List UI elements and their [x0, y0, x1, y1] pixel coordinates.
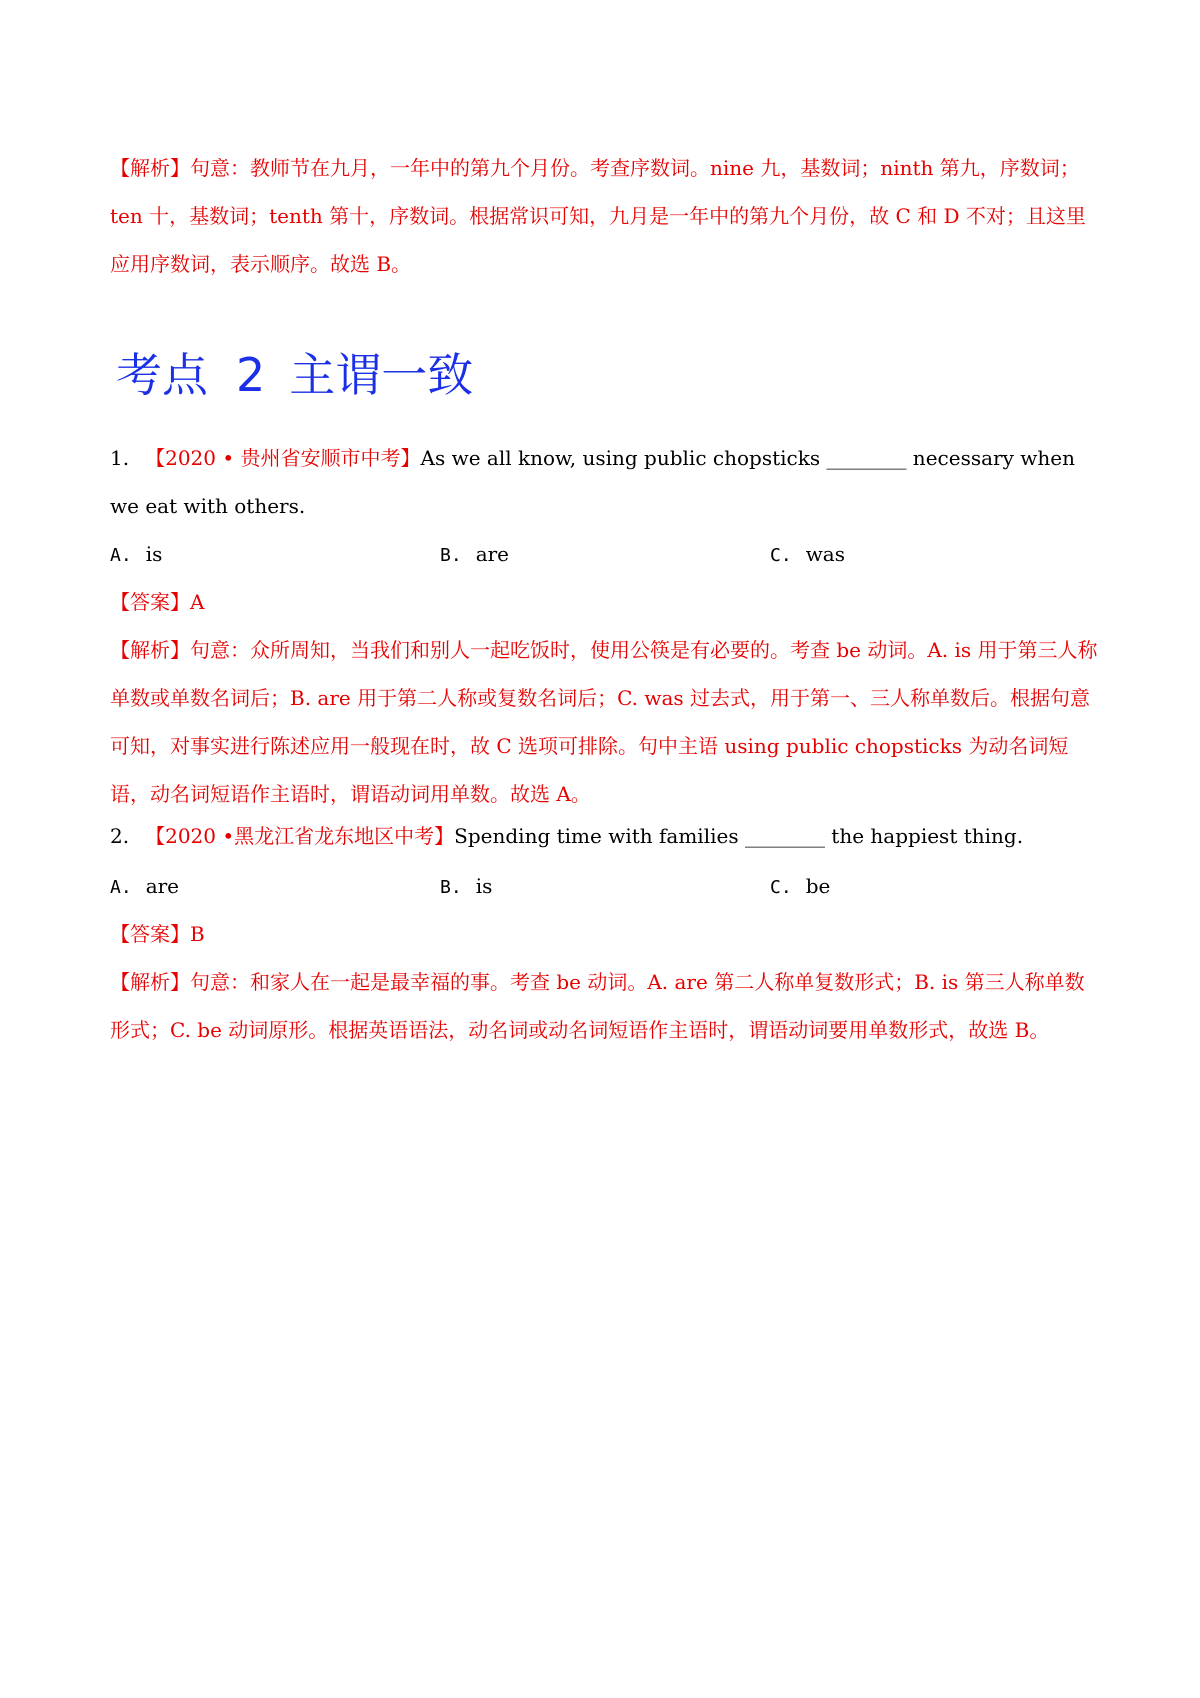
option-letter: A. [110, 877, 132, 898]
question-2-option-b [440, 862, 492, 912]
answer-label: 【答案】 [110, 922, 190, 946]
question-2-answer [110, 910, 205, 958]
question-2-text: Spending time with families ________ the happiest thing. [454, 824, 1024, 848]
question-2-analysis [110, 958, 1100, 1054]
question-1-source: 【2020 • 贵州省安顺市中考】 [145, 446, 421, 470]
option-text: is [145, 542, 163, 566]
question-2-number: 2. [110, 824, 130, 848]
question-2-source: 【2020 •黑龙江省龙东地区中考】 [145, 824, 455, 848]
analysis-text: 句意：众所周知，当我们和别人一起吃饭时，使用公筷是有必要的。考查 be 动词。A. is 用于第三人称单数或单数名词后；B. are 用于第二人称或复数名词后；C. was 过去式，用于第一、三人称单数后。根据句意可知，对事实进行陈述应用一般现在时，故 C 选项可排除。句中主语 using public chopsticks 为动名词短语，动名词短语作主语时，谓语动词用单数。故选 A。 [110, 638, 1098, 806]
question-1-stem [110, 434, 1100, 530]
option-letter: C. [770, 877, 792, 898]
option-text: are [475, 542, 510, 566]
question-1-option-b [440, 530, 509, 580]
answer-value: A [190, 590, 205, 614]
section-number: 2 [236, 348, 266, 402]
option-letter: C. [770, 545, 792, 566]
answer-value: B [190, 922, 205, 946]
question-2-option-c [770, 862, 830, 912]
section-title [116, 345, 473, 405]
question-1-option-a [110, 530, 162, 580]
option-text: was [805, 542, 845, 566]
question-1-text: As we all know, using public chopsticks ________ necessary when we eat with others. [110, 446, 1075, 518]
question-2-stem [110, 812, 1100, 860]
prev-analysis-text: 句意：教师节在九月，一年中的第九个月份。考查序数词。nine 九，基数词；ninth 第九，序数词；ten 十，基数词；tenth 第十，序数词。根据常识可知，九月是一年中的第九个月份，故 C 和 D 不对；且这里应用序数词，表示顺序。故选 B。 [110, 156, 1086, 276]
question-1-number: 1. [110, 446, 130, 470]
option-text: be [805, 874, 831, 898]
question-1-analysis [110, 626, 1100, 818]
question-2-option-a [110, 862, 179, 912]
question-1-answer [110, 578, 204, 626]
option-letter: B. [440, 877, 462, 898]
option-text: are [145, 874, 180, 898]
analysis-text: 句意：和家人在一起是最幸福的事。考查 be 动词。A. are 第二人称单复数形式；B. is 第三人称单数形式；C. be 动词原形。根据英语语法，动名词或动名词短语作主语时，谓语动词要用单数形式，故选 B。 [110, 970, 1085, 1042]
analysis-label: 【解析】 [110, 970, 190, 994]
prev-analysis-label: 【解析】 [110, 156, 190, 180]
analysis-label: 【解析】 [110, 638, 190, 662]
option-letter: A. [110, 545, 132, 566]
section-prefix: 考点 [116, 348, 208, 402]
option-text: is [475, 874, 493, 898]
answer-label: 【答案】 [110, 590, 190, 614]
prev-analysis-paragraph [110, 144, 1100, 288]
section-name: 主谓一致 [289, 348, 474, 402]
question-1-option-c [770, 530, 845, 580]
option-letter: B. [440, 545, 462, 566]
